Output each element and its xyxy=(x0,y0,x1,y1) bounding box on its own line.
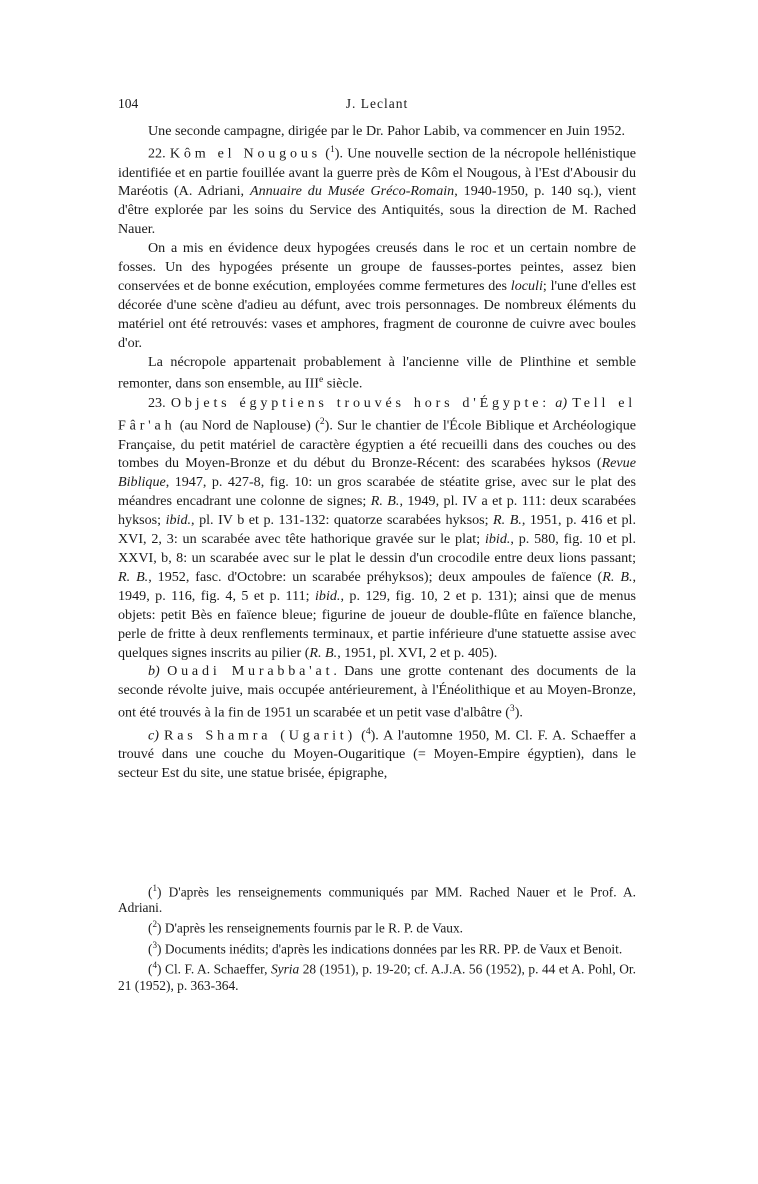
italic-run: Annuaire du Musée Gréco-Romain xyxy=(249,183,455,200)
italic-run: Revue Biblique xyxy=(118,455,636,491)
paragraph xyxy=(118,239,636,352)
text-run: , pl. IV b et p. 131-132: quatorze scarabées hyksos; xyxy=(191,512,494,529)
spaced-heading: Kôm el Nougous xyxy=(169,145,321,162)
italic-run: R. B. xyxy=(602,568,633,585)
text-run: , 1952, fasc. d'Octobre: un scarabée préhyksos); deux ampoules de faïence ( xyxy=(148,568,603,585)
note-ref: 1 xyxy=(329,143,335,155)
text-run: ) D'après les renseignements communiqués par MM. Rached Nauer et le Prof. A. Adriani. xyxy=(118,884,636,916)
footnotes xyxy=(118,880,636,994)
italic-run: a) xyxy=(555,395,568,412)
italic-run: ibid. xyxy=(484,531,511,548)
italic-run: R. B. xyxy=(118,568,149,585)
text-run: ) Cl. F. A. Schaeffer, xyxy=(157,961,271,977)
footnote xyxy=(118,957,636,993)
text-run: ) Documents inédits; d'après les indications données par les RR. PP. de Vaux et Benoit. xyxy=(157,941,623,957)
text-run: ). Une nouvelle section de la nécropole hellénistique identifiée et en partie fouillée avant la guerre près de Kôm el Nougous, à l'Est d'Abousir du Maréotis (A. Adriani, xyxy=(118,145,637,200)
italic-run: b) xyxy=(148,663,160,680)
text-run: 23. xyxy=(148,395,171,412)
text-run: La nécropole appartenait probablement à l'ancienne ville de Plinthine et semble remonter, dans son ensemble, au III xyxy=(118,353,636,393)
text-run: , p. 129, fig. 10, 2 et p. 131); ainsi que de menus objets: petit Bès en faïence bleue; figurine de joueur de double-flûte en faïence blanche, perle de fritte à deux renflements terminaux, et partie inférieure d'une statuette assise avec quelques signes inscrits au pilier ( xyxy=(118,587,636,661)
text-run: ) D'après les renseignements fournis par le R. P. de Vaux. xyxy=(157,920,464,936)
italic-run: R. B. xyxy=(309,644,338,661)
italic-run: ibid. xyxy=(315,587,341,604)
paragraph xyxy=(118,394,636,662)
note-ref: 4 xyxy=(365,725,371,737)
italic-run: ibid. xyxy=(165,512,192,529)
text-run: ( xyxy=(148,884,153,900)
note-ref: 3 xyxy=(152,939,158,950)
paragraph xyxy=(118,723,636,783)
spaced-heading: Ras Shamra (Ugarit) xyxy=(164,727,357,744)
text-run: , p. 580, fig. 10 et pl. XXVI, b, 8: un scarabée avec sur le plat le dessin d'un crocodile entre deux lions passant; xyxy=(118,531,636,566)
text-run xyxy=(160,663,167,679)
text-run: ). Sur le chantier de l'École Biblique et Archéologique Française, du petit matériel de caractère égyptien a été recueilli dans des couches ou des tombes du Moyen-Bronze et du début du Bronze-Récent: des scarabées hyksos ( xyxy=(118,417,636,472)
note-ref: 4 xyxy=(152,960,158,971)
footnote xyxy=(118,937,636,957)
paragraph xyxy=(118,141,636,239)
text-run: ). A l'automne 1950, M. Cl. F. A. Schaeffer a trouvé dans une couche du Moyen-Ougaritique (= Moyen-Empire égyptien), dans le secteur Est du site, une statue brisée, épigraphe, xyxy=(118,727,636,782)
italic-run: R. B. xyxy=(493,512,522,529)
italic-run: R. B. xyxy=(370,493,400,510)
text-run: , 1940-1950, p. 140 sq.), vient d'être explorée par les soins du Service des Antiquités, sous la direction de M. Rached Nauer. xyxy=(118,183,636,238)
text-run: ( xyxy=(148,941,153,957)
spaced-heading: Objets égyptiens trouvés hors d'Égypte: xyxy=(170,395,551,412)
text-run: , 1947, p. 427-8, fig. 10: un gros scarabée de stéatite grise, avec sur le plat des méandres encadrant une colonne de signes; xyxy=(118,474,636,510)
note-ref: e xyxy=(319,374,324,386)
text-run: 22. xyxy=(148,145,170,162)
main-text xyxy=(118,122,636,783)
note-ref: 1 xyxy=(152,883,158,893)
text-run: , 1949, pl. IV a et p. 111: deux scarabées hyksos; xyxy=(118,493,636,529)
text-run: . Dans une grotte contenant des documents de la seconde révolte juive, mais occupée antérieurement, à l'Énéolithique et au Moyen-Bronze, ont été trouvés à la fin de 1951 un scarabée et un petit vase d'albâtre ( xyxy=(118,663,636,721)
running-title: J. Leclant xyxy=(345,96,409,111)
page-number: 104 xyxy=(118,96,139,111)
italic-run: c) xyxy=(148,727,159,744)
text-run: (au Nord de Naplouse) ( xyxy=(175,417,320,434)
paragraph xyxy=(118,353,636,395)
note-ref: 3 xyxy=(509,703,515,715)
text-run: Une seconde campagne, dirigée par le Dr. Pahor Labib, va commencer en Juin 1952. xyxy=(148,123,626,139)
note-ref: 2 xyxy=(319,415,325,427)
footnote xyxy=(118,880,636,916)
text-run: 28 (1951), p. 19-20; cf. A.J.A. 56 (1952), p. 44 et A. Pohl, Or. 21 (1952), p. 363-364. xyxy=(118,961,636,993)
paragraph xyxy=(118,122,636,141)
italic-run: Syria xyxy=(270,961,300,977)
text-run: ( xyxy=(356,727,366,744)
text-run: ; l'une d'elles est décorée d'une scène d'adieu au défunt, avec trois personnages. De nombreux éléments du matériel ont été retrouvés: vases et amphores, fragment de couronne de cuivre avec boules d'or. xyxy=(118,277,636,351)
italic-run: loculi xyxy=(510,277,543,294)
text-run: , 1949, p. 116, fig. 4, 5 et p. 111; xyxy=(118,568,636,604)
text-run: ( xyxy=(320,145,330,162)
text-run: On a mis en évidence deux hypogées creusés dans le roc et un certain nombre de fosses. Un des hypogées présente un groupe de fausses-portes peintes, assez bien conservées et de bonne exécution, employées comme fermetures des xyxy=(118,240,636,294)
spaced-heading: Ouadi Murabba'at xyxy=(167,663,334,680)
footnote xyxy=(118,916,636,936)
text-run: ( xyxy=(148,961,153,977)
text-run: ( xyxy=(148,920,153,936)
text-run: , 1951, p. 416 et pl. XVI, 2, 3: un scarabée avec tête hathorique gravée sur le plat; xyxy=(118,512,636,548)
note-ref: 2 xyxy=(152,919,158,930)
paragraph xyxy=(118,662,636,722)
text-run: siècle. xyxy=(323,376,363,393)
spaced-heading: Tell el Fâr'ah xyxy=(118,395,636,434)
text-run: , 1951, pl. XVI, 2 et p. 405). xyxy=(337,644,498,661)
text-run: ). xyxy=(514,704,523,721)
